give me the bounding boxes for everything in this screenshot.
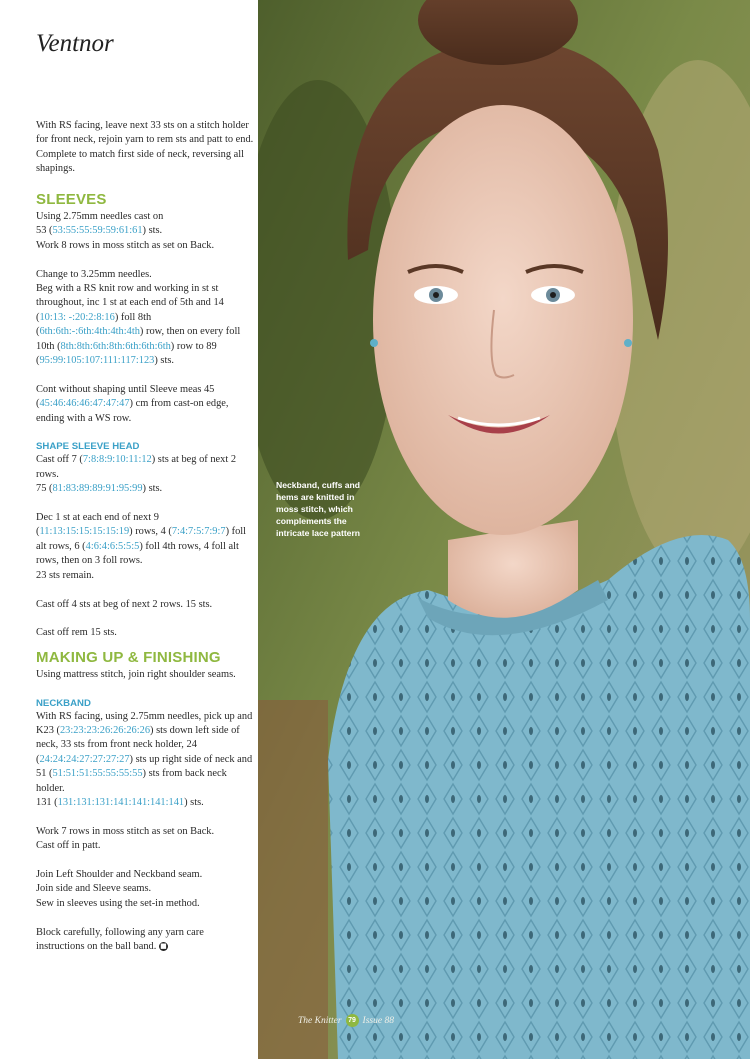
neckband-heading: NECKBAND [36, 697, 91, 709]
photo-caption: Neckband, cuffs and hems are knitted in moss stitch, which complements the intricate lace pattern [276, 480, 361, 538]
pattern-text [36, 119, 254, 954]
sleeve-head-sts: 75 (81:83:89:89:91:95:99) sts. [36, 483, 163, 495]
sleeve-head-decrease: Dec 1 st at each end of next 9 (11:13:15:15:15:15:19) rows, 4 (7:4:7:5:7:9:7) foll alt rows, 6 (4:6:4:6:5:5:5) foll 4th rows, 4 foll alt rows, then on 3 foll rows. [36, 512, 247, 567]
sleeves-increase: Beg with a RS knit row and working in st st throughout, inc 1 st at each end of 5th and 14 (10:13: -:20:2:8:16) foll 8th (6th:6th:-:6th:4th:4th:4th) row, then on every foll 10th (8th:8th:6th:8th:6th:6th:6th) row to 89 (95:99:105:107:111:117:123) sts. [36, 283, 241, 367]
neckband-total: 131 (131:131:131:141:141:141:141) sts. [36, 796, 204, 808]
sleeve-head-remain: 23 sts remain. [36, 569, 95, 581]
sew-sleeves: Sew in sleeves using the set-in method. [36, 897, 200, 909]
front-neck-para1: With RS facing, leave next 33 sts on a stitch holder for front neck, rejoin yarn to rem sts and patt to end. [36, 120, 254, 146]
sleeves-rows: Work 8 rows in moss stitch as set on Back. [36, 239, 215, 251]
magazine-name: The Knitter [298, 1015, 342, 1026]
text-column [0, 0, 258, 1059]
page-footer [298, 1014, 394, 1027]
join-shoulder: Join Left Shoulder and Neckband seam. [36, 868, 203, 880]
end-mark-icon: ■ [160, 942, 167, 951]
sleeve-head-castoff: Cast off 7 (7:8:8:9:10:11:12) sts at beg of next 2 rows. [36, 454, 237, 480]
neckband-work7: Work 7 rows in moss stitch as set on Back. [36, 825, 215, 837]
block-text: Block carefully, following any yarn care instructions on the ball band. ■ [36, 926, 204, 952]
join-side: Join side and Sleeve seams. [36, 883, 152, 895]
page-title: Ventnor [36, 30, 114, 57]
page-number: 79 [346, 1014, 359, 1027]
sleeves-continue: Cont without shaping until Sleeve meas 45 (45:46:46:46:47:47:47) cm from cast-on edge, ending with a WS row. [36, 383, 229, 424]
sleeves-heading: SLEEVES [36, 191, 107, 209]
sleeve-head-heading: SHAPE SLEEVE HEAD [36, 441, 140, 453]
sleeve-head-offrem: Cast off rem 15 sts. [36, 627, 117, 639]
issue-number: Issue 88 [362, 1015, 394, 1026]
front-neck-para2: Complete to match first side of neck, reversing all shapings. [36, 148, 245, 175]
neckband-castoff: Cast off in patt. [36, 840, 101, 852]
sleeve-head-off4: Cast off 4 sts at beg of next 2 rows. 15 sts. [36, 598, 213, 610]
making-up-text: Using mattress stitch, join right shoulder seams. [36, 668, 236, 680]
neckband-pickup: With RS facing, using 2.75mm needles, pick up and K23 (23:23:23:26:26:26:26) sts down left side of neck, 33 sts from front neck holder, 24 (24:24:24:27:27:27:27) sts up right side of neck and 51 (51:51:51:55:55:55:55) sts from back neck holder. [36, 710, 253, 794]
sleeves-cast-on: Using 2.75mm needles cast on 53 (53:55:55:59:59:61:61) sts. [36, 211, 164, 237]
sleeves-change: Change to 3.25mm needles. [36, 268, 152, 280]
making-up-heading: MAKING UP & FINISHING [36, 648, 221, 666]
